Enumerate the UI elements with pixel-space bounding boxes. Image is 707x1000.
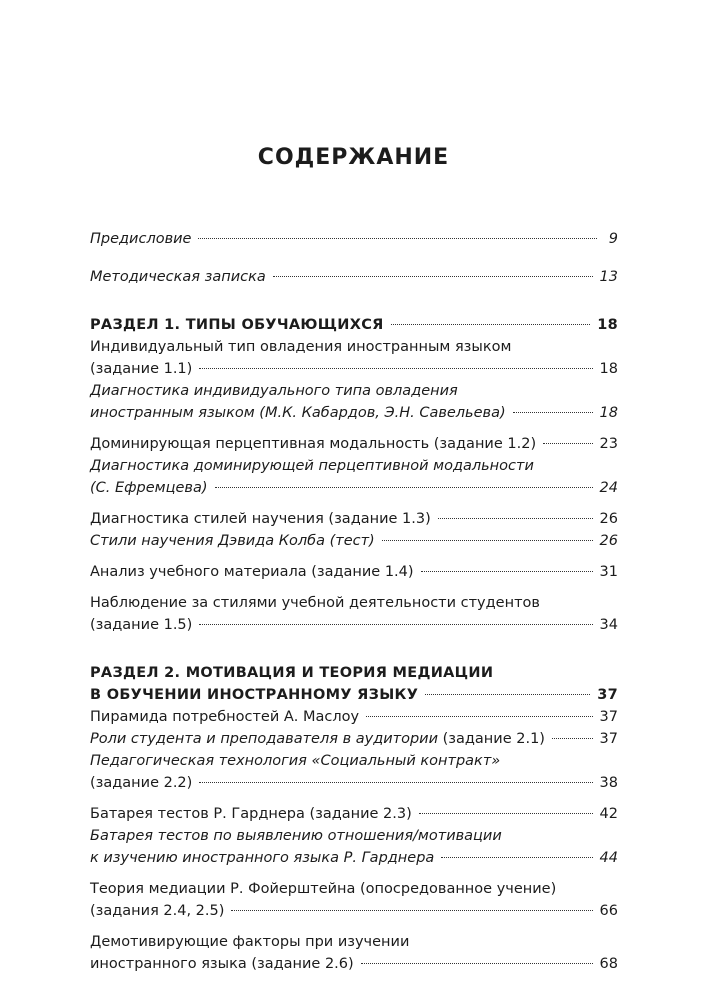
toc-entry-gardner-motivation-tests[interactable]: [90, 825, 618, 869]
toc-entry-title-line2: к изучению иностранного языка Р. Гарднера: [90, 850, 435, 866]
toc-entry-material-analysis[interactable]: [90, 561, 618, 583]
toc-entry-title: Предисловие: [90, 231, 192, 247]
section-title-line2: В ОБУЧЕНИИ ИНОСТРАННОМУ ЯЗЫКУ: [90, 687, 419, 703]
dot-leader: [441, 856, 592, 858]
toc-entry-title: Диагностика стилей научения (задание 1.3): [90, 511, 431, 527]
toc-page-number: 18: [599, 361, 618, 377]
page-title: СОДЕРЖАНИЕ: [257, 145, 450, 170]
dot-leader: [273, 275, 593, 277]
toc-entry-individual-type-diagnostics[interactable]: [90, 380, 618, 424]
dot-leader: [391, 323, 591, 325]
toc-entry-title-line2: (С. Ефремцева): [90, 480, 208, 496]
toc-page-number: 9: [608, 231, 618, 247]
toc-entry-methodical-note[interactable]: [90, 266, 618, 288]
toc-page-number: 34: [599, 617, 618, 633]
dot-leader: [198, 237, 597, 239]
toc-entry-title: Методическая записка: [90, 269, 266, 285]
toc-page-number: 13: [599, 269, 618, 285]
toc-entry-title: Роли студента и преподавателя в аудитории: [90, 731, 439, 747]
toc-entry-social-contract[interactable]: [90, 750, 618, 794]
dot-leader: [552, 737, 593, 739]
toc-entry-title-line2: иностранного языка (задание 2.6): [90, 956, 354, 972]
toc-page-number: 31: [599, 564, 618, 580]
toc-entry-title: Пирамида потребностей А. Маслоу: [90, 709, 360, 725]
toc-page-number: 37: [599, 709, 618, 725]
section-title: РАЗДЕЛ 1. ТИПЫ ОБУЧАЮЩИХСЯ: [90, 317, 384, 333]
dot-leader: [199, 781, 592, 783]
dot-leader: [366, 715, 592, 717]
toc-entry-roles[interactable]: [90, 728, 618, 750]
dot-leader: [382, 539, 593, 541]
dot-leader: [438, 517, 593, 519]
toc-entry-title-line2: (задания 2.4, 2.5): [90, 903, 225, 919]
toc-entry-individual-type[interactable]: [90, 336, 618, 380]
toc-page-number: 38: [599, 775, 618, 791]
toc-entry-feuerstein[interactable]: [90, 878, 618, 922]
toc-page-number: 23: [599, 436, 618, 452]
toc-entry-title-line1: Педагогическая технология «Социальный контракт»: [90, 753, 501, 769]
toc-page-number: 18: [599, 405, 618, 421]
toc-entry-title: Доминирующая перцептивная модальность (задание 1.2): [90, 436, 537, 452]
toc-entry-title-line1: Батарея тестов по выявлению отношения/мотивации: [90, 828, 502, 844]
dot-leader: [421, 570, 593, 572]
toc-entry-task-ref: (задание 2.1): [438, 731, 545, 747]
toc-entry-title-line2: (задание 1.1): [90, 361, 193, 377]
toc-entry-title: Стили научения Дэвида Колба (тест): [90, 533, 375, 549]
dot-leader: [215, 486, 593, 488]
dot-leader: [231, 909, 592, 911]
toc-entry-title-line2: иностранным языком (М.К. Кабардов, Э.Н. Савельева): [90, 405, 506, 421]
toc-entry-title-line1: Диагностика доминирующей перцептивной модальности: [90, 458, 534, 474]
toc-section-1[interactable]: [90, 314, 618, 336]
dot-leader: [513, 411, 593, 413]
dot-leader: [361, 962, 593, 964]
toc-entry-learning-styles[interactable]: [90, 508, 618, 530]
toc-page-number: 37: [597, 687, 618, 703]
table-of-contents: [90, 228, 618, 975]
toc-page-number: 18: [597, 317, 618, 333]
toc-entry-preface[interactable]: [90, 228, 618, 250]
toc-entry-perceptual-modality[interactable]: [90, 433, 618, 455]
toc-page-number: 26: [599, 533, 618, 549]
toc-page-number: 26: [599, 511, 618, 527]
dot-leader: [199, 623, 592, 625]
dot-leader: [543, 442, 592, 444]
toc-entry-title: Анализ учебного материала (задание 1.4): [90, 564, 414, 580]
toc-entry-kolb-test[interactable]: [90, 530, 618, 552]
toc-page-number: 42: [599, 806, 618, 822]
toc-page-number: 24: [599, 480, 618, 496]
toc-entry-title-line2: (задание 1.5): [90, 617, 193, 633]
toc-entry-title-line1: Теория медиации Р. Фойерштейна (опосредованное учение): [90, 881, 557, 897]
toc-page-number: 66: [599, 903, 618, 919]
dot-leader: [419, 812, 593, 814]
toc-entry-observation[interactable]: [90, 592, 618, 636]
toc-section-2[interactable]: [90, 662, 618, 706]
toc-page-number: 68: [599, 956, 618, 972]
toc-entry-title-line2: (задание 2.2): [90, 775, 193, 791]
toc-page-number: 37: [599, 731, 618, 747]
toc-entry-demotivating-factors[interactable]: [90, 931, 618, 975]
toc-entry-title-line1: Индивидуальный тип овладения иностранным языком: [90, 339, 512, 355]
toc-entry-title-line1: Диагностика индивидуального типа овладения: [90, 383, 458, 399]
toc-entry-perceptual-modality-diagnostics[interactable]: [90, 455, 618, 499]
dot-leader: [425, 693, 590, 695]
toc-entry-gardner-battery[interactable]: [90, 803, 618, 825]
dot-leader: [199, 367, 592, 369]
toc-entry-title-line1: Наблюдение за стилями учебной деятельности студентов: [90, 595, 540, 611]
toc-page-number: 44: [599, 850, 618, 866]
toc-entry-maslow[interactable]: [90, 706, 618, 728]
toc-entry-title-line1: Демотивирующие факторы при изучении: [90, 934, 410, 950]
section-title-line1: РАЗДЕЛ 2. МОТИВАЦИЯ И ТЕОРИЯ МЕДИАЦИИ: [90, 665, 494, 681]
toc-entry-title: Батарея тестов Р. Гарднера (задание 2.3): [90, 806, 412, 822]
